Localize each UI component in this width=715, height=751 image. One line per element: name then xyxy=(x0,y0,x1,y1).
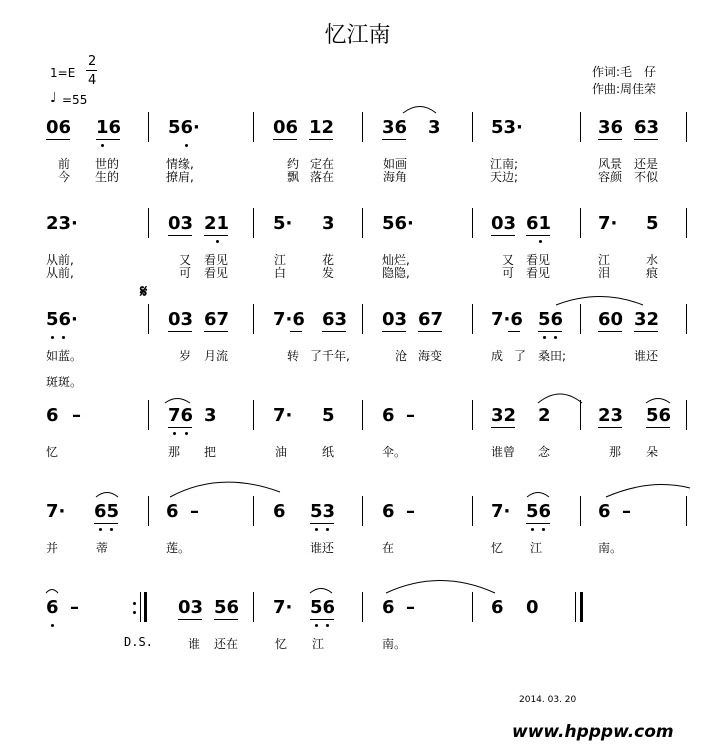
segno-icon: 𝄋 xyxy=(140,282,148,302)
lyric: 飘 xyxy=(287,170,300,184)
lyric: 莲。 xyxy=(166,541,191,555)
bar-line xyxy=(253,592,254,622)
bar-line xyxy=(686,496,687,526)
note: 53· xyxy=(491,117,523,138)
final-bar-line-thick xyxy=(580,592,583,622)
da-segno-marking: D.S. xyxy=(124,635,153,649)
bar-line xyxy=(253,112,254,142)
bar-line xyxy=(472,496,473,526)
note: 7· xyxy=(273,405,293,426)
underline xyxy=(508,331,520,332)
lyric: 忆 xyxy=(491,541,504,555)
underline xyxy=(94,523,118,524)
underline xyxy=(382,331,406,332)
note: 23 xyxy=(598,405,624,426)
song-title: 忆江南 xyxy=(324,23,391,48)
lyric: 桑田; xyxy=(538,349,567,363)
note: 6 xyxy=(273,501,286,522)
lyric: 看见 xyxy=(526,253,551,267)
note: 21 xyxy=(204,213,230,234)
note: 06 xyxy=(46,117,72,138)
note: 65 xyxy=(94,501,120,522)
underline xyxy=(46,139,70,140)
underline xyxy=(204,331,228,332)
bar-line xyxy=(686,304,687,334)
bar-line xyxy=(253,400,254,430)
note: 0 xyxy=(526,597,539,618)
lyric: 了 xyxy=(514,349,527,363)
tie-row6-b xyxy=(310,589,332,594)
underline xyxy=(168,427,192,428)
tie-row4-b xyxy=(538,394,582,403)
repeat-dot xyxy=(133,602,136,605)
lyric: 忆 xyxy=(46,445,59,459)
lyric: 撩肩, xyxy=(166,170,194,184)
underline xyxy=(309,139,333,140)
tie-row4-c xyxy=(646,399,670,404)
underline xyxy=(178,619,202,620)
lyric: 落在 xyxy=(310,170,335,184)
low-octave-dot xyxy=(62,336,65,339)
note: 76 xyxy=(168,405,194,426)
underline xyxy=(310,619,334,620)
note: 56 xyxy=(310,597,336,618)
note: – xyxy=(190,501,199,522)
lyric: 伞。 xyxy=(382,445,407,459)
note: 56· xyxy=(46,309,78,330)
lyric: 风景 xyxy=(598,157,623,171)
composer: 作曲:周佳荣 xyxy=(592,82,657,96)
note: 3 xyxy=(322,213,335,234)
lyric: 江 xyxy=(274,253,287,267)
lyric: 忆 xyxy=(275,637,288,651)
underline xyxy=(310,523,334,524)
lyric: 并 xyxy=(46,541,59,555)
repeat-bar-line xyxy=(140,592,141,622)
bar-line xyxy=(472,400,473,430)
bar-line xyxy=(472,112,473,142)
lyric: 世的 xyxy=(95,157,120,171)
note: 6 xyxy=(46,405,59,426)
note: 6 xyxy=(46,597,59,618)
tie-row3 xyxy=(556,297,643,306)
lyric: 痕 xyxy=(646,266,659,280)
lyric: 约 xyxy=(287,157,300,171)
low-octave-dot xyxy=(185,144,188,147)
bar-line xyxy=(362,112,363,142)
tie-row5-c xyxy=(527,493,549,498)
note: 6 xyxy=(491,597,504,618)
lyric: 又 xyxy=(502,253,515,267)
lyric: 还是 xyxy=(634,157,659,171)
low-octave-dot xyxy=(51,336,54,339)
note: 36 xyxy=(382,117,408,138)
bar-line xyxy=(580,208,581,238)
note: 7·6 xyxy=(273,309,305,330)
underline xyxy=(290,331,302,332)
bar-line xyxy=(362,304,363,334)
lyric: 看见 xyxy=(204,266,229,280)
lyric: 念 xyxy=(538,445,551,459)
lyric: 斑斑。 xyxy=(46,375,83,389)
note: – xyxy=(406,597,415,618)
underline xyxy=(214,619,238,620)
lyric: 谁 xyxy=(188,637,201,651)
low-octave-dot xyxy=(543,336,546,339)
note: 53 xyxy=(310,501,336,522)
note: 56· xyxy=(168,117,200,138)
lyric: 了 xyxy=(310,349,323,363)
lyric: 在 xyxy=(382,541,395,555)
date-stamp: 2014. 03. 20 xyxy=(519,695,577,705)
tie-row4-a xyxy=(165,399,190,404)
low-octave-dot xyxy=(315,528,318,531)
low-octave-dot xyxy=(173,432,176,435)
note: 63 xyxy=(322,309,348,330)
bar-line xyxy=(580,496,581,526)
bar-line xyxy=(362,496,363,526)
low-octave-dot xyxy=(554,336,557,339)
lyric: 发 xyxy=(322,266,335,280)
note: 5 xyxy=(646,213,659,234)
note: 56 xyxy=(214,597,240,618)
bar-line xyxy=(686,112,687,142)
tie-row5-d xyxy=(606,485,690,497)
low-octave-dot xyxy=(326,624,329,627)
note: 6 xyxy=(166,501,179,522)
note: 56· xyxy=(382,213,414,234)
underline xyxy=(204,235,228,236)
low-octave-dot xyxy=(99,528,102,531)
note: 7·6 xyxy=(491,309,523,330)
tie-row6-c xyxy=(386,581,495,594)
lyric: 南。 xyxy=(598,541,623,555)
low-octave-dot xyxy=(101,144,104,147)
lyric: 海变 xyxy=(418,349,443,363)
note: 67 xyxy=(418,309,444,330)
note: 67 xyxy=(204,309,230,330)
lyric: 沧 xyxy=(395,349,408,363)
note: 03 xyxy=(168,213,194,234)
credits xyxy=(592,64,656,98)
underline xyxy=(634,331,658,332)
tie-row5-a xyxy=(96,493,118,498)
bar-line xyxy=(148,112,149,142)
lyric: 南。 xyxy=(382,637,407,651)
underline xyxy=(598,139,622,140)
time-signature-bottom: 4 xyxy=(88,73,97,88)
bar-line xyxy=(253,208,254,238)
bar-line xyxy=(580,304,581,334)
quarter-note-icon: ♩ xyxy=(50,90,57,106)
bar-line xyxy=(148,208,149,238)
lyric: 泪 xyxy=(598,266,611,280)
low-octave-dot xyxy=(326,528,329,531)
low-octave-dot xyxy=(110,528,113,531)
note: – xyxy=(406,501,415,522)
tempo-marking: =55 xyxy=(62,93,88,107)
lyric: 江 xyxy=(530,541,543,555)
lyric: 容颜 xyxy=(598,170,623,184)
lyric: 那 xyxy=(609,445,622,459)
underline xyxy=(491,235,515,236)
underline xyxy=(598,331,622,332)
bar-line xyxy=(686,400,687,430)
note: 12 xyxy=(309,117,335,138)
lyric: 江 xyxy=(312,637,325,651)
bar-line xyxy=(253,496,254,526)
bar-line xyxy=(686,208,687,238)
lyric: 转 xyxy=(287,349,300,363)
lyric: 可 xyxy=(179,266,192,280)
note: 5 xyxy=(322,405,335,426)
lyric: 从前, xyxy=(46,266,74,280)
bar-line xyxy=(362,208,363,238)
lyric: 天边; xyxy=(490,170,519,184)
note: 63 xyxy=(634,117,660,138)
bar-line xyxy=(148,304,149,334)
low-octave-dot xyxy=(542,528,545,531)
lyric: 如蓝。 xyxy=(46,349,83,363)
underline xyxy=(491,427,515,428)
lyric: 前 xyxy=(58,157,71,171)
note: 16 xyxy=(96,117,122,138)
bar-line xyxy=(148,400,149,430)
bar-line xyxy=(148,496,149,526)
note: 7· xyxy=(491,501,511,522)
note: 7· xyxy=(273,597,293,618)
bar-line xyxy=(362,400,363,430)
tie-row5-b xyxy=(170,482,280,497)
underline xyxy=(526,235,550,236)
lyric: 生的 xyxy=(95,170,120,184)
underline xyxy=(634,139,658,140)
note: 32 xyxy=(634,309,660,330)
repeat-dot xyxy=(133,611,136,614)
tie-row6-a xyxy=(46,590,58,594)
underline xyxy=(382,139,406,140)
lyric: 岁 xyxy=(179,349,192,363)
lyric: 还在 xyxy=(214,637,239,651)
lyric: 海角 xyxy=(383,170,408,184)
low-octave-dot xyxy=(315,624,318,627)
lyric: 谁曾 xyxy=(491,445,516,459)
lyric: 今 xyxy=(58,170,71,184)
key-signature: 1=E xyxy=(50,66,76,80)
lyric: 可 xyxy=(502,266,515,280)
lyric: 看见 xyxy=(204,253,229,267)
note: 3 xyxy=(428,117,441,138)
lyric: 从前, xyxy=(46,253,74,267)
note: 6 xyxy=(382,597,395,618)
note: 03 xyxy=(178,597,204,618)
lyric: 成 xyxy=(491,349,504,363)
note: 03 xyxy=(168,309,194,330)
lyric: 情缘, xyxy=(166,157,194,171)
bar-line xyxy=(362,592,363,622)
underline xyxy=(168,235,192,236)
lyric: 把 xyxy=(204,445,217,459)
lyric: 水 xyxy=(646,253,659,267)
lyric: 谁还 xyxy=(310,541,335,555)
note: 36 xyxy=(598,117,624,138)
note: 3 xyxy=(204,405,217,426)
lyric: 纸 xyxy=(322,445,335,459)
note: 6 xyxy=(382,501,395,522)
underline xyxy=(418,331,442,332)
bar-line xyxy=(253,304,254,334)
bar-line xyxy=(472,304,473,334)
bar-line xyxy=(472,208,473,238)
low-octave-dot xyxy=(51,624,54,627)
underline xyxy=(96,139,120,140)
note: – xyxy=(406,405,415,426)
tie-row1 xyxy=(403,107,436,114)
lyric: 如画 xyxy=(383,157,408,171)
note: 03 xyxy=(382,309,408,330)
note: 61 xyxy=(526,213,552,234)
note: 23· xyxy=(46,213,78,234)
low-octave-dot xyxy=(531,528,534,531)
underline xyxy=(273,139,297,140)
lyric: 油 xyxy=(275,445,288,459)
low-octave-dot xyxy=(185,432,188,435)
lyric: 不似 xyxy=(634,170,659,184)
note: 7· xyxy=(46,501,66,522)
lyric: 看见 xyxy=(526,266,551,280)
lyric: 蒂 xyxy=(96,541,109,555)
note: 32 xyxy=(491,405,517,426)
lyric: 江 xyxy=(598,253,611,267)
lyric: 白 xyxy=(274,266,287,280)
lyric: 朵 xyxy=(646,445,659,459)
lyric: 千年, xyxy=(322,349,350,363)
underline xyxy=(526,523,550,524)
note: – xyxy=(70,597,79,618)
note: 06 xyxy=(273,117,299,138)
lyric: 定在 xyxy=(310,157,335,171)
note: 56 xyxy=(646,405,672,426)
bar-line xyxy=(580,112,581,142)
low-octave-dot xyxy=(216,240,219,243)
bar-line xyxy=(580,400,581,430)
lyricist: 作词:毛 仔 xyxy=(592,65,657,79)
note: 7· xyxy=(598,213,618,234)
underline xyxy=(168,331,192,332)
underline xyxy=(538,331,562,332)
lyric: 月流 xyxy=(204,349,229,363)
low-octave-dot xyxy=(539,240,542,243)
time-signature-top: 2 xyxy=(88,54,97,69)
lyric: 那 xyxy=(168,445,181,459)
note: 56 xyxy=(526,501,552,522)
note: 03 xyxy=(491,213,517,234)
underline xyxy=(646,427,670,428)
lyric: 江南; xyxy=(490,157,519,171)
bar-line xyxy=(472,592,473,622)
note: 5· xyxy=(273,213,293,234)
lyric: 隐隐, xyxy=(382,266,410,280)
note: 2 xyxy=(538,405,551,426)
note: 60 xyxy=(598,309,624,330)
watermark: www.hpppw.com xyxy=(512,722,674,742)
lyric: 又 xyxy=(179,253,192,267)
underline xyxy=(322,331,346,332)
final-bar-line xyxy=(575,592,576,622)
underline xyxy=(598,427,622,428)
note: 6 xyxy=(598,501,611,522)
note: – xyxy=(72,405,81,426)
repeat-bar-line-thick xyxy=(144,592,147,622)
lyric: 谁还 xyxy=(634,349,659,363)
lyric: 灿烂, xyxy=(382,253,410,267)
lyric: 花 xyxy=(322,253,335,267)
note: – xyxy=(622,501,631,522)
note: 56 xyxy=(538,309,564,330)
note: 6 xyxy=(382,405,395,426)
time-signature-line xyxy=(86,70,97,71)
